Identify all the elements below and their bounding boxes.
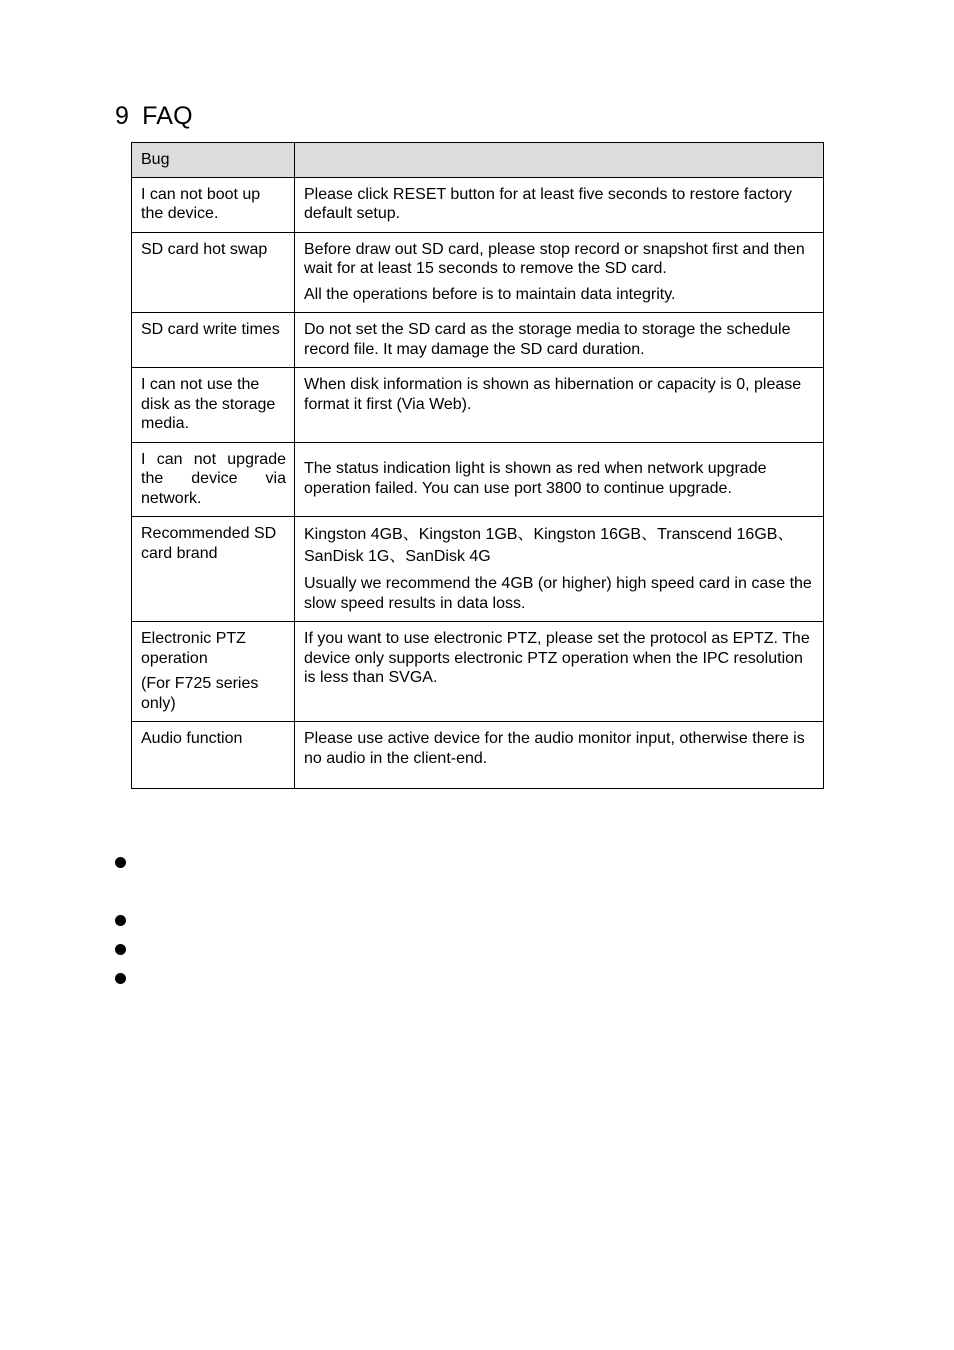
- bullet-dot-icon: [115, 857, 126, 868]
- bug-cell: Audio function: [132, 722, 295, 789]
- section-title: FAQ: [142, 102, 193, 130]
- bug-cell: I can not use the disk as the storage media.: [132, 368, 295, 443]
- page-title: [115, 102, 193, 131]
- table-row: [132, 368, 824, 443]
- section-number: 9: [115, 102, 130, 130]
- header-cell-bug: Bug: [132, 143, 295, 178]
- bullet-dot-icon: [115, 915, 126, 926]
- table-header-row: [132, 143, 824, 178]
- faq-table: [131, 142, 824, 789]
- solution-cell: Do not set the SD card as the storage media to storage the schedule record file. It may damage the SD card duration.: [295, 313, 824, 368]
- solution-cell: Please click RESET button for at least five seconds to restore factory default setup.: [295, 177, 824, 232]
- bullet-dot-icon: [115, 973, 126, 984]
- bug-cell: Electronic PTZ operation (For F725 series only): [132, 622, 295, 722]
- bug-cell: SD card write times: [132, 313, 295, 368]
- bullet-dot-icon: [115, 944, 126, 955]
- header-cell-solution: [295, 143, 824, 178]
- table-row: [132, 313, 824, 368]
- table-row: [132, 722, 824, 789]
- bug-cell: Recommended SD card brand: [132, 517, 295, 622]
- bug-cell: I can not upgrade the device via network.: [132, 442, 295, 517]
- bug-cell: SD card hot swap: [132, 232, 295, 313]
- solution-cell: When disk information is shown as hibernation or capacity is 0, please format it first (Via Web).: [295, 368, 824, 443]
- table-row: [132, 442, 824, 517]
- table-row: [132, 517, 824, 622]
- solution-cell: The status indication light is shown as red when network upgrade operation failed. You can use port 3800 to continue upgrade.: [295, 442, 824, 517]
- solution-cell: If you want to use electronic PTZ, please set the protocol as EPTZ. The device only supports electronic PTZ operation when the IPC resolution is less than SVGA.: [295, 622, 824, 722]
- solution-cell: Kingston 4GB、Kingston 1GB、Kingston 16GB、Transcend 16GB、SanDisk 1G、SanDisk 4G Usually we recommend the 4GB (or higher) high speed card in case the slow speed results in data loss.: [295, 517, 824, 622]
- table-row: [132, 232, 824, 313]
- bug-cell: I can not boot up the device.: [132, 177, 295, 232]
- solution-cell: Please use active device for the audio monitor input, otherwise there is no audio in the client-end.: [295, 722, 824, 789]
- table-row: [132, 177, 824, 232]
- table-row: [132, 622, 824, 722]
- solution-cell: Before draw out SD card, please stop record or snapshot first and then wait for at least 15 seconds to remove the SD card. All the operations before is to maintain data integrity.: [295, 232, 824, 313]
